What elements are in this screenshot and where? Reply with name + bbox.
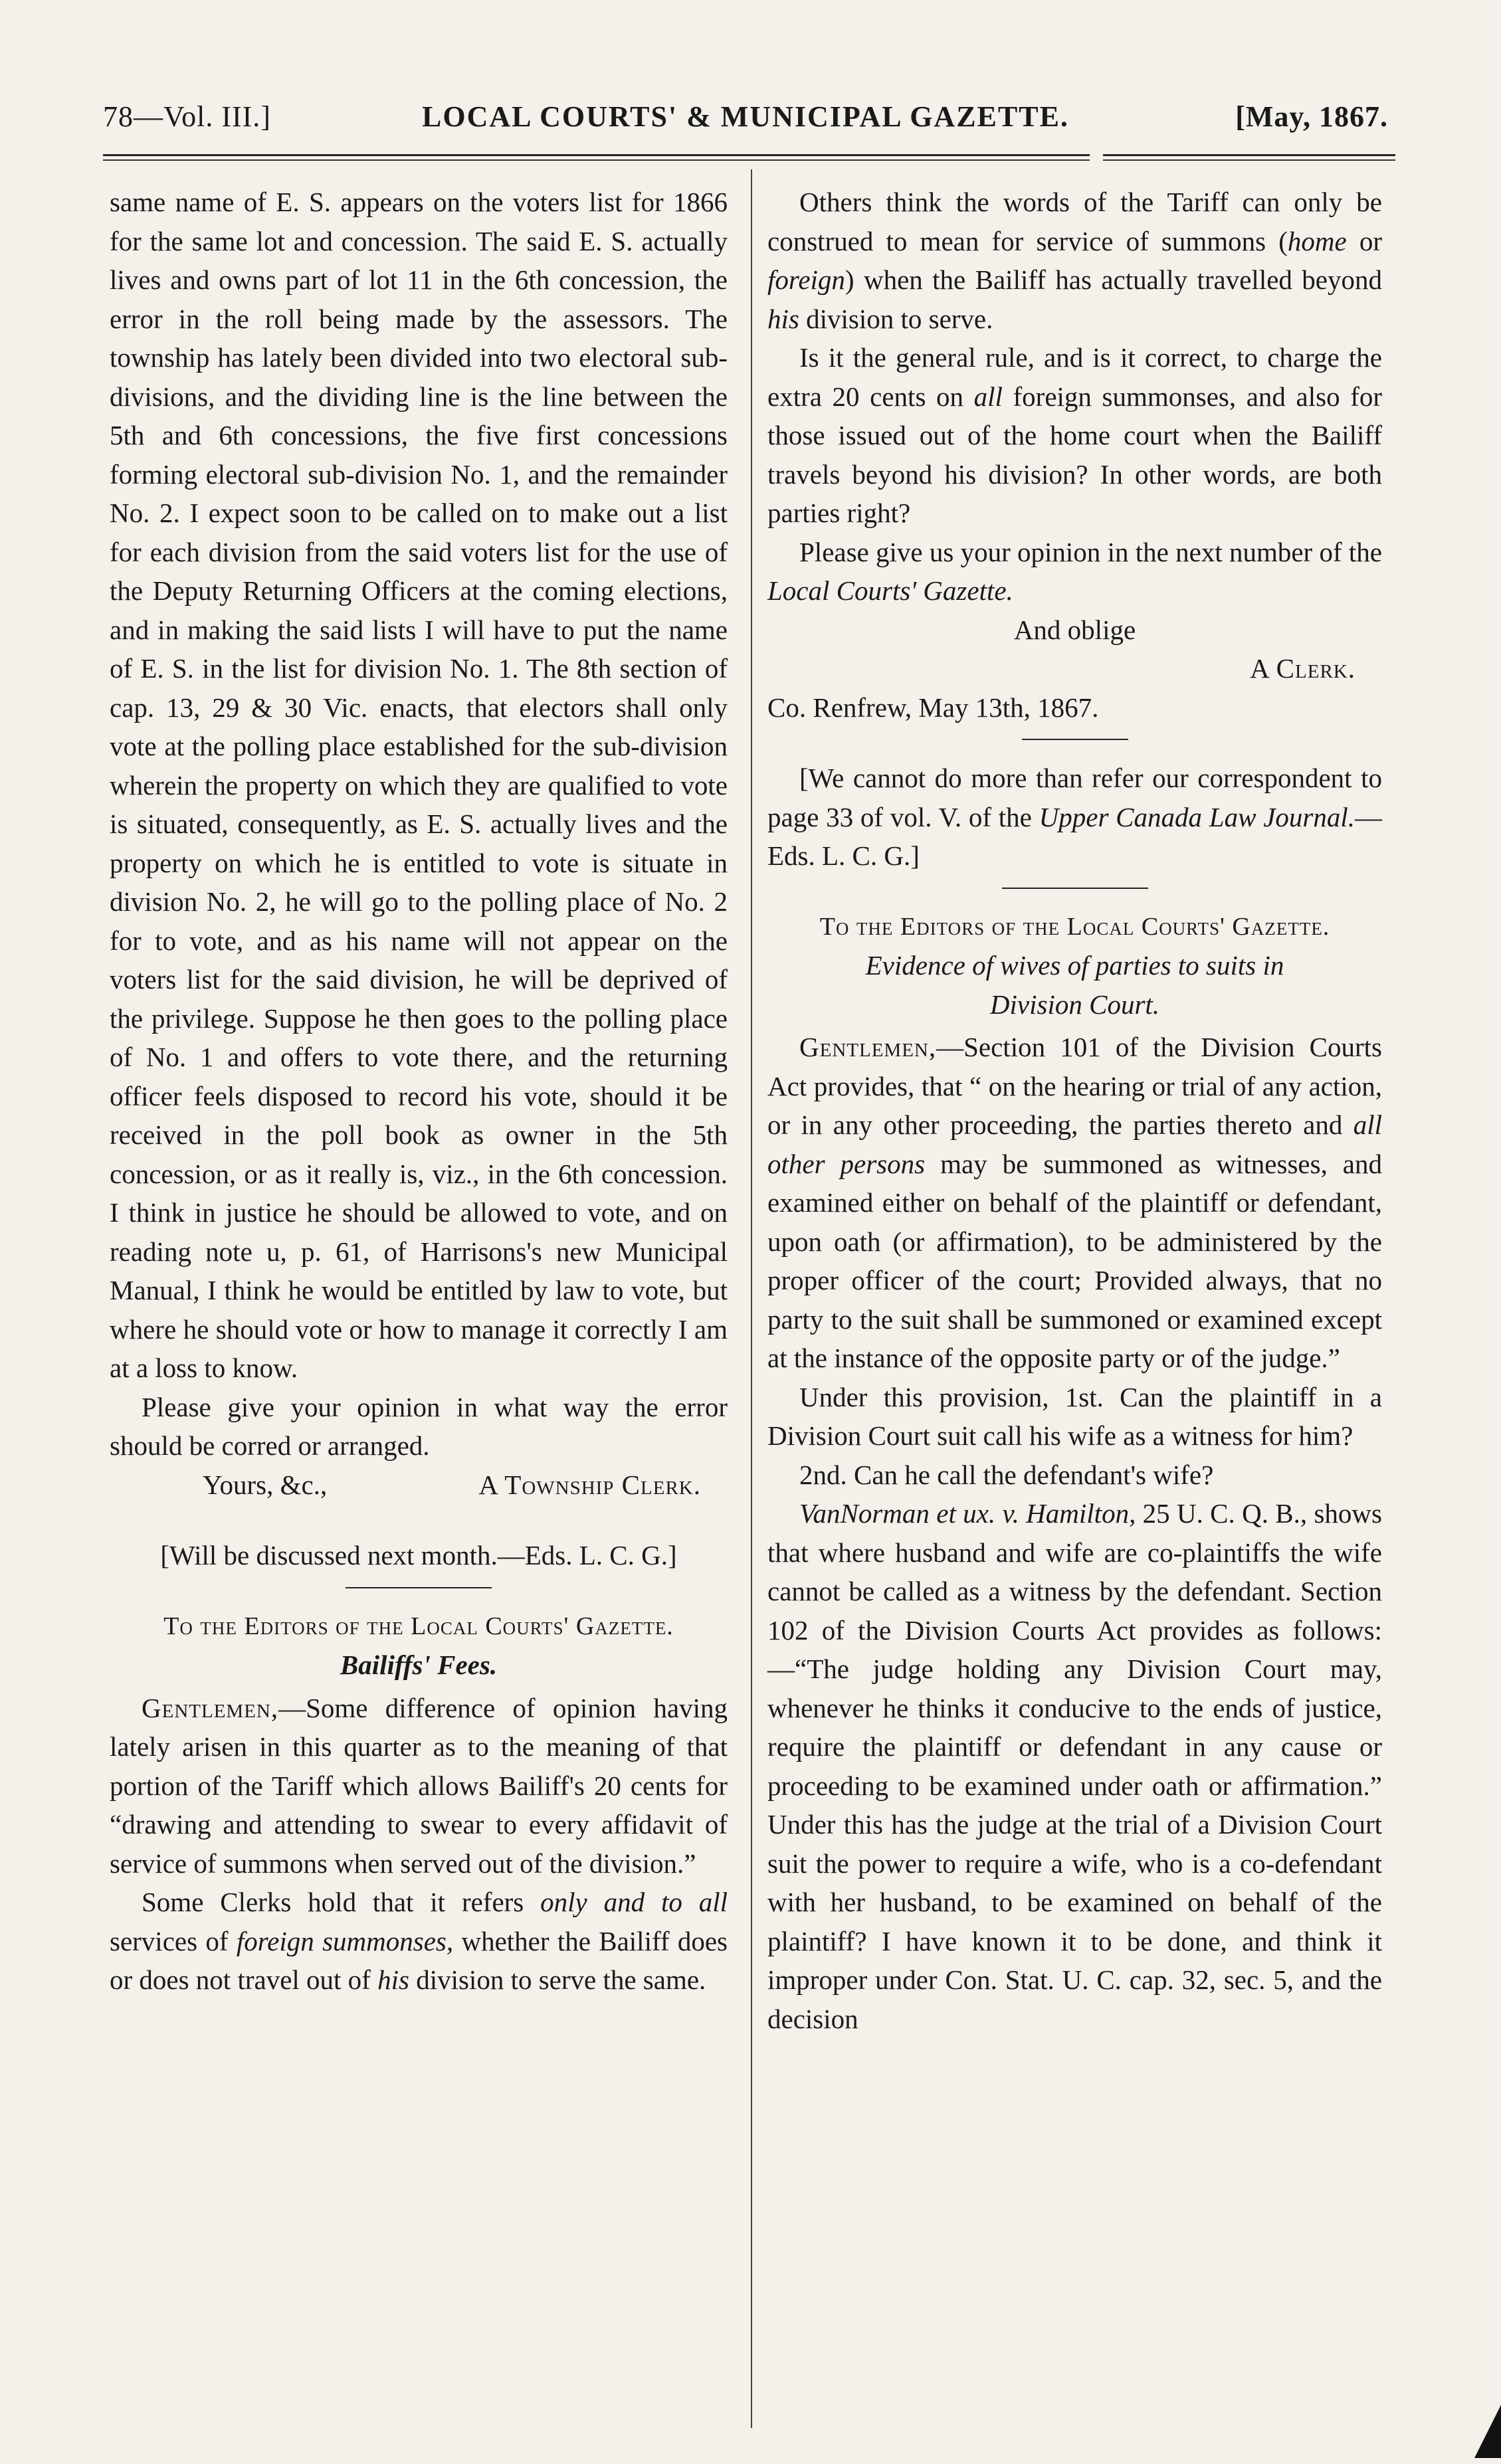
letter-paragraph: Gentlemen,—Some difference of opinion having lately arisen in this quarter as to the meaning of that portion of the Tariff which allows Bailiff's 20 cents for “drawing and attending to swear to every affidavit of service of summons when served out of the division.” (110, 1692, 728, 1879)
issue-date: [May, 1867. (1235, 100, 1388, 133)
letter-paragraph: Is it the general rule, and is it correct, to charge the extra 20 cents on all foreign summonses, and also for those issued out of the home court when the Bailiff travels beyond his division? In other words, are both parties right? (767, 342, 1383, 528)
signature: A Clerk. (1250, 653, 1355, 684)
letter-paragraph: same name of E. S. appears on the voters list for 1866 for the same lot and concession. The said E. S. actually lives and owns part of lot 11 in the 6th concession, the error in the roll being made by the assessors. The township has lately been divided into two electoral sub-divisions, and the dividing line is the line between the 5th and 6th concessions, the five first concessions forming electoral sub-division No. 1, and the remainder No. 2. I expect soon to be called on to make out a list for each division from the said voters list for the use of the Deputy Returning Officers at the coming elections, and in making the said lists I will have to put the name of E. S. in the list for division No. 1. The 8th section of cap. 13, 29 & 30 Vic. enacts, that electors shall only vote at the polling place established for the sub-division wherein the property on which they are qualified to vote is situated, consequently, as E. S. actually lives and the property on which he is entitled to vote is situate in division No. 2, he will go to the polling place of No. 2 for to vote, and as his name will not appear on the voters list for the said division, he will be deprived of the privilege. Suppose he then goes to the polling place of No. 1 and offers to vote there, and the returning officer feels disposed to record his vote, should it be received in the poll book as owner in the 5th concession, or as it really is, viz., in the 6th concession. I think in justice he should be allowed to vote, and on reading note u, p. 61, of Harrisons's new Municipal Manual, I think he would be entitled by law to vote, but where he should vote or how to manage it correctly I am at a loss to know. (110, 187, 728, 1383)
letter-paragraph: Others think the words of the Tariff can only be construed to mean for service of summons (home or foreign) when the Bailiff has actually travelled beyond his division to serve. (767, 187, 1382, 334)
section-rule (1002, 888, 1148, 889)
closing: Yours, &c., (203, 1469, 328, 1500)
header-rule (103, 154, 1090, 156)
editor-note: [Will be discussed next month.—Eds. L. C. G.] (160, 1540, 677, 1570)
header-rule-right-2 (1103, 159, 1395, 161)
place-date: Co. Renfrew, May 13th, 1867. (767, 692, 1099, 723)
letter-paragraph: Some Clerks hold that it refers only and to all services of foreign summonses, whether the Bailiff does or does not travel out of his division to serve the same. (110, 1887, 728, 1995)
editor-note: [We cannot do more than refer our correspondent to page 33 of vol. V. of the Upper Canada Law Journal.—Eds. L. C. G.] (767, 763, 1382, 871)
publication-title: LOCAL COURTS' & MUNICIPAL GAZETTE. (422, 100, 1069, 133)
right-column (767, 183, 1382, 2038)
section-heading: To the Editors of the Local Courts' Gazette. (819, 912, 1330, 941)
section-rule (1022, 739, 1128, 740)
signature-line (110, 1466, 728, 1505)
letter-request: Please give your opinion in what way the error should be corred or arranged. (110, 1391, 728, 1461)
section-rule (346, 1587, 492, 1588)
column-divider (751, 169, 752, 2428)
letter-paragraph: 2nd. Can he call the defendant's wife? (799, 1459, 1214, 1490)
page-header (103, 100, 1388, 146)
left-column (110, 183, 728, 2000)
page-edge-mark (1474, 2405, 1501, 2458)
section-subheading: Evidence of wives of parties to suits in (865, 950, 1284, 981)
letter-paragraph: Please give us your opinion in the next number of the Local Courts' Gazette. (767, 536, 1382, 606)
letter-paragraph: Gentlemen,—Section 101 of the Division Courts Act provides, that “ on the hearing or trial of any action, or in any other proceeding, the parties thereto and all other persons may be summoned as witnesses, and examined either on behalf of the plaintiff or defendant, upon oath (or affirmation), to be administered by the proper officer of the court; Provided always, that no party to the suit shall be summoned or examined except at the instance of the opposite party or of the judge.” (767, 1032, 1383, 1373)
letter-paragraph: VanNorman et ux. v. Hamilton, 25 U. C. Q. B., shows that where husband and wife are co-plaintiffs the wife cannot be called as a witness by the defendant. Section 102 of the Division Courts Act provides as follows:—“The judge holding any Division Court may, whenever he thinks it conducive to the ends of justice, require the plaintiff or defendant in any cause or proceeding to be examined under oath or affirmation.” Under this has the judge at the trial of a Division Court suit the power to require a wife, who is a co-defendant with her husband, to be examined on behalf of the plaintiff? I have known it to be done, and think it improper under Con. Stat. U. C. cap. 32, sec. 5, and the decision (767, 1498, 1382, 2034)
section-subheading: Bailiffs' Fees. (340, 1650, 498, 1680)
page-volume: 78—Vol. III.] (103, 100, 271, 133)
letter-paragraph: Under this provision, 1st. Can the plaintiff in a Division Court suit call his wife as a witness for him? (767, 1381, 1382, 1451)
closing: And oblige (1013, 614, 1136, 645)
signature: A Township Clerk. (478, 1469, 701, 1500)
section-heading: To the Editors of the Local Courts' Gazette. (163, 1612, 674, 1640)
header-rule-2 (103, 159, 1090, 161)
header-rule-right (1103, 154, 1395, 156)
section-subheading-2: Division Court. (989, 989, 1160, 1020)
